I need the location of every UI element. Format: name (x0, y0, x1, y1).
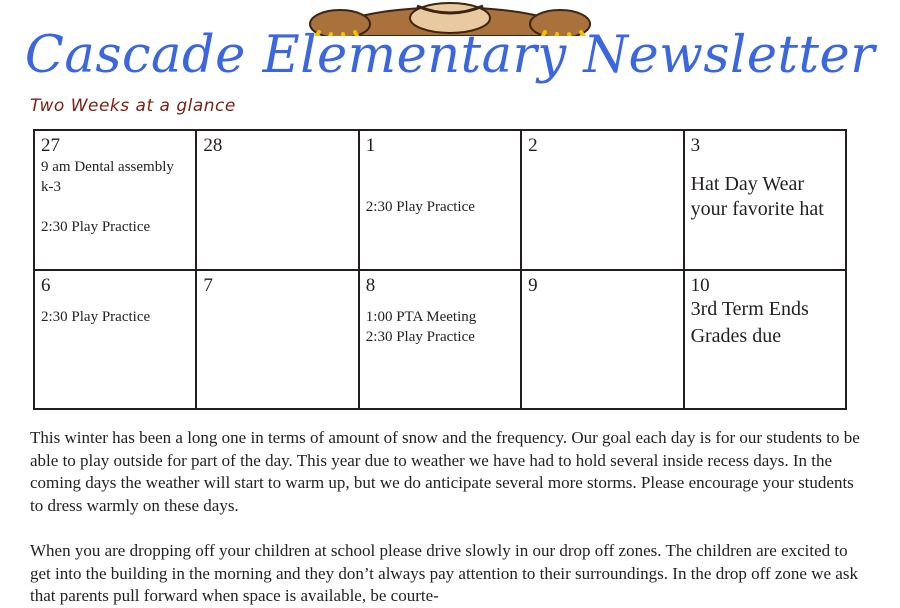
calendar-day-cell (34, 130, 196, 270)
calendar-day-cell (521, 130, 683, 270)
day-number: 1 (365, 135, 376, 156)
paragraph-winter-weather: This winter has been a long one in terms of amount of snow and the frequency. Our goal each day is for our students to be able to play outside for part of the day. This year due to weather we have had to hold several inside recess days. In the coming days the weather will start to warm up, but we do anticipate several more storms. Please encourage your students to dress warmly on these days. (30, 428, 860, 515)
calendar-event: Grades due (690, 324, 782, 347)
calendar-event (366, 157, 514, 177)
newsletter-title: Cascade Elementary Newsletter (24, 26, 876, 85)
calendar-day-cell (684, 130, 846, 270)
calendar-event: Hat Day Wear your favorite hat (690, 173, 824, 220)
calendar-event: 2:30 Play Practice (365, 328, 475, 345)
day-number: 27 (41, 135, 60, 156)
calendar-event (41, 197, 189, 217)
calendar-event: 2:30 Play Practice (41, 308, 151, 325)
day-number: 2 (528, 135, 538, 156)
calendar-week-1 (34, 130, 846, 270)
calendar-event: 3rd Term Ends (690, 297, 809, 320)
calendar-day-cell (34, 270, 196, 410)
section-subtitle: Two Weeks at a glance (30, 96, 236, 116)
calendar-day-cell (196, 130, 358, 270)
day-number: 3 (690, 135, 701, 156)
day-number: 7 (203, 274, 213, 296)
calendar-event (366, 177, 514, 197)
calendar-day-cell (196, 270, 358, 410)
day-number: 9 (528, 274, 538, 296)
paragraph-drop-off: When you are dropping off your children at school please drive slowly in our drop off zones. The children are excited to get into the building in the morning and they don’t always pay attention to their surroundings. In the drop off zone we ask that parents pull forward when space is available, be courte- (30, 541, 858, 605)
calendar-event: 1:00 PTA Meeting (365, 308, 477, 325)
calendar-day-cell (521, 270, 683, 410)
calendar-day-cell (359, 130, 521, 270)
day-number: 6 (41, 274, 51, 296)
day-number: 28 (203, 135, 223, 156)
calendar-day-cell (359, 270, 521, 410)
day-number: 10 (690, 274, 710, 296)
calendar-event: 2:30 Play Practice (365, 199, 475, 215)
calendar-day-cell (684, 270, 846, 410)
calendar-event: 2:30 Play Practice (41, 219, 151, 235)
calendar-week-2 (34, 270, 846, 410)
day-number: 8 (365, 274, 376, 296)
calendar-event: 9 am Dental assembly k-3 (41, 159, 174, 195)
two-week-calendar (33, 129, 847, 410)
